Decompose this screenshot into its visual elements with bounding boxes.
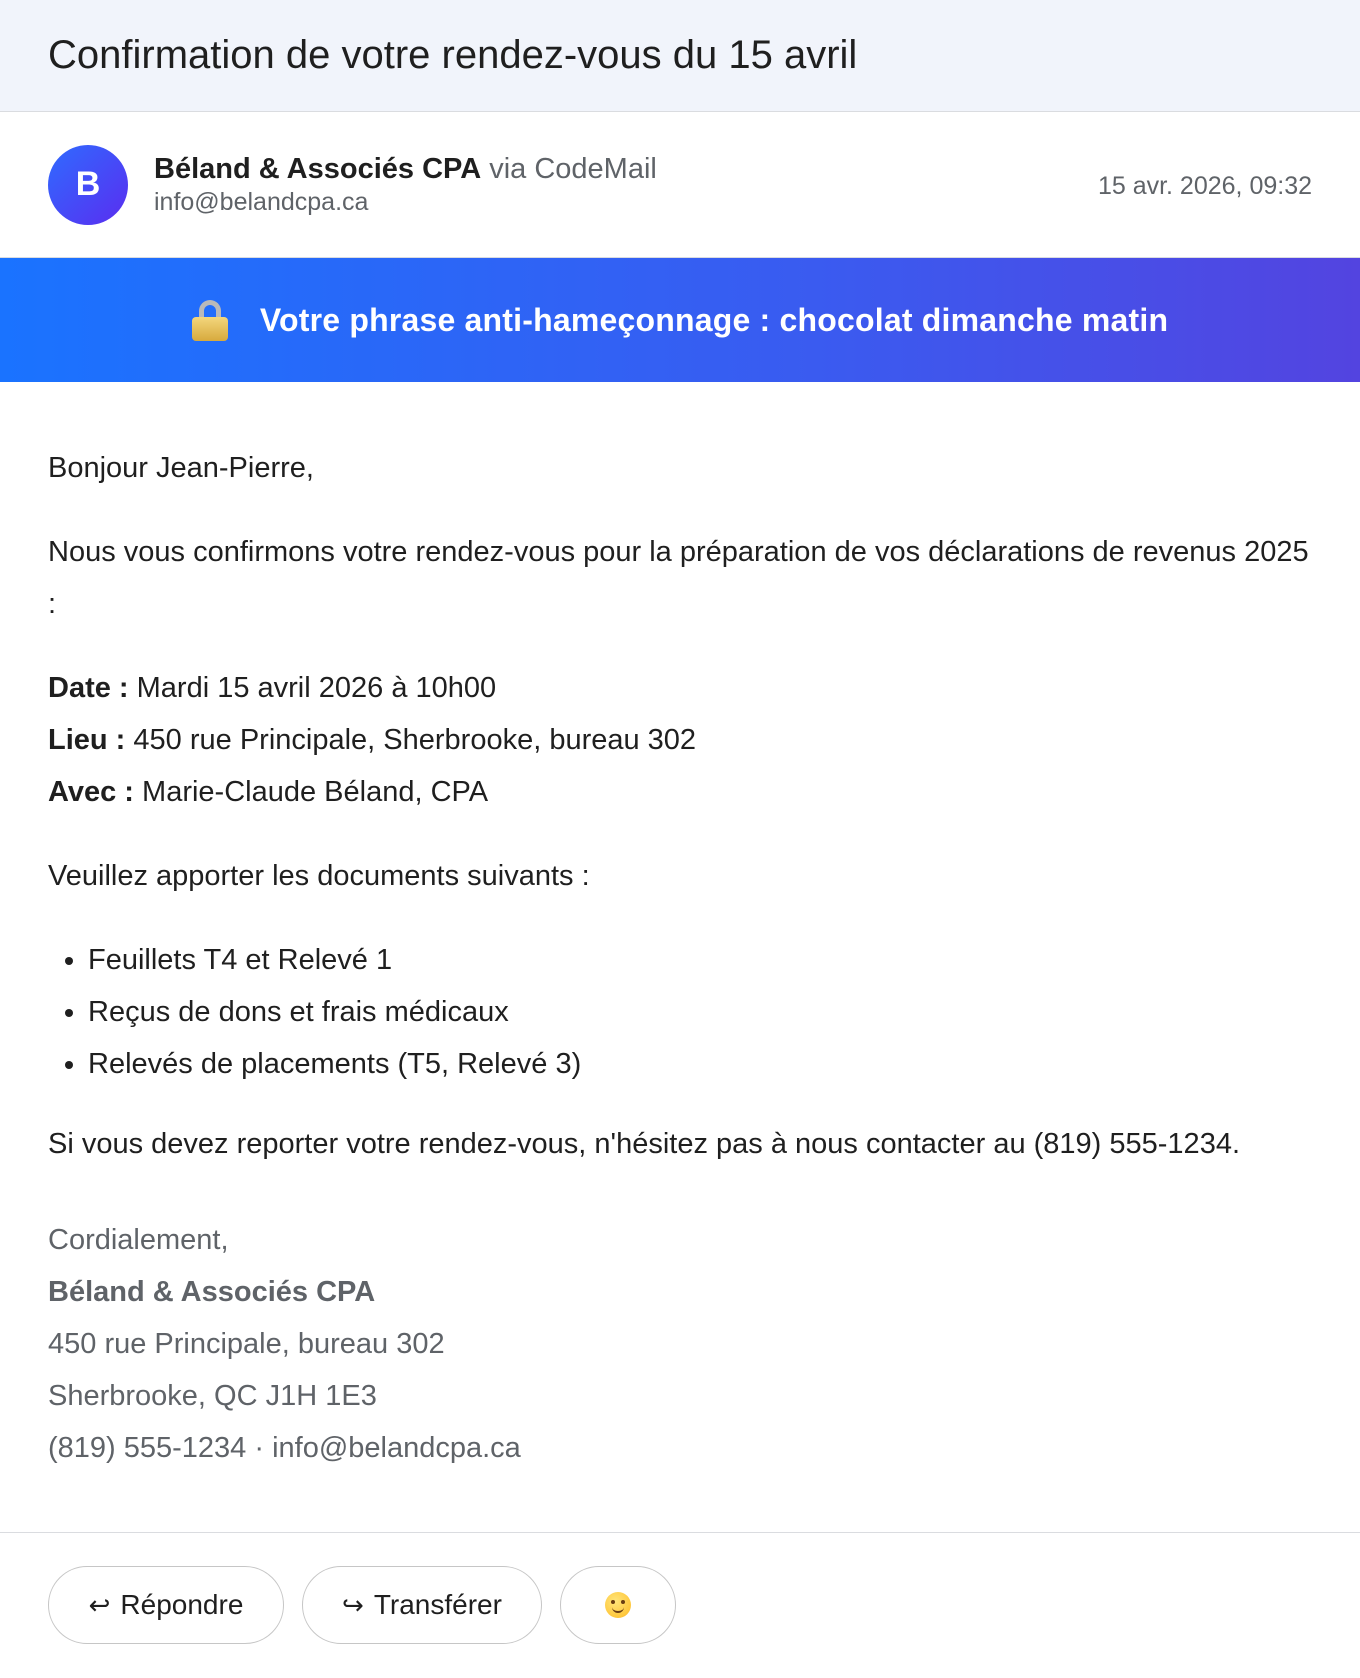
sender-row xyxy=(0,112,1360,258)
forward-label: Transférer xyxy=(373,1589,502,1620)
reply-button[interactable] xyxy=(48,1566,284,1644)
detail-label: Avec : xyxy=(48,776,134,808)
list-item: • Feuillets T4 et Relevé 1 xyxy=(88,934,1312,986)
forward-button[interactable] xyxy=(302,1566,542,1644)
appointment-details xyxy=(48,662,1312,818)
signature-firm: Béland & Associés CPA xyxy=(48,1276,376,1308)
subject-bar xyxy=(0,0,1360,112)
email-subject: Confirmation de votre rendez-vous du 15 avril xyxy=(48,33,858,77)
detail-with xyxy=(48,766,1312,818)
documents-intro: Veuillez apporter les documents suivants : xyxy=(48,860,590,892)
greeting: Bonjour Jean-Pierre, xyxy=(48,452,314,484)
sender-avatar[interactable]: B xyxy=(48,145,128,225)
sender-line xyxy=(154,152,1098,186)
detail-label: Date : xyxy=(48,672,129,704)
anti-phishing-banner xyxy=(0,258,1360,382)
detail-location xyxy=(48,714,1312,766)
detail-date xyxy=(48,662,1312,714)
detail-label: Lieu : xyxy=(48,724,126,756)
detail-value: Marie-Claude Béland, CPA xyxy=(142,776,489,808)
documents-list xyxy=(48,934,1312,1090)
action-bar xyxy=(0,1532,1360,1644)
intro-paragraph: Nous vous confirmons votre rendez-vous pour la préparation de vos déclarations de revenus 2025 : xyxy=(48,536,1309,620)
detail-value: 450 rue Principale, Sherbrooke, bureau 302 xyxy=(133,724,697,756)
email-date: 15 avr. 2026, 09:32 xyxy=(1097,172,1312,200)
smiley-face-icon xyxy=(605,1592,631,1618)
reply-label: Répondre xyxy=(120,1589,244,1620)
sender-via: via CodeMail xyxy=(489,152,657,185)
list-item: • Relevés de placements (T5, Relevé 3) xyxy=(88,1038,1312,1090)
anti-phishing-phrase: Votre phrase anti-hameçonnage : chocolat dimanche matin xyxy=(259,301,1169,338)
contact-note: Si vous devez reporter votre rendez-vous, n'hésitez pas à nous contacter au (819) 555-1234. xyxy=(48,1128,1241,1160)
forward-arrow-icon: ↪ xyxy=(342,1589,364,1620)
signature-closing: Cordialement, xyxy=(48,1224,229,1256)
sender-info xyxy=(154,152,1098,218)
lock-icon xyxy=(192,300,228,340)
emoji-reaction-button[interactable] xyxy=(560,1566,676,1644)
signature-contact: (819) 555-1234 · info@belandcpa.ca xyxy=(48,1432,521,1464)
signature-address-2: Sherbrooke, QC J1H 1E3 xyxy=(48,1380,377,1412)
reply-arrow-icon: ↩ xyxy=(88,1589,111,1620)
signature xyxy=(48,1214,1312,1474)
sender-name[interactable]: Béland & Associés CPA xyxy=(154,152,482,185)
detail-value: Mardi 15 avril 2026 à 10h00 xyxy=(136,672,497,704)
sender-email[interactable]: info@belandcpa.ca xyxy=(154,187,369,216)
signature-address-1: 450 rue Principale, bureau 302 xyxy=(48,1328,445,1360)
email-body xyxy=(0,382,1360,1474)
list-item: • Reçus de dons et frais médicaux xyxy=(88,986,1312,1038)
